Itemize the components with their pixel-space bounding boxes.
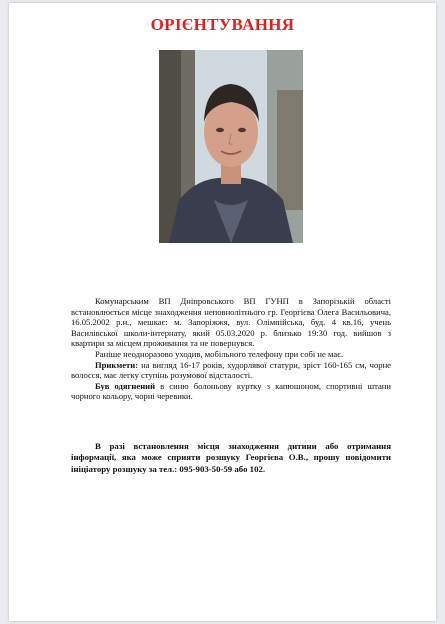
document-page	[9, 3, 436, 621]
contact-notice: В разі встановлення місця знаходження дитини або отримання інформації, яка може сприяти розшуку Георгієва О.В., прошу повідомити ініціатору розшуку за тел.: 095-903-50-59 або 102.	[71, 441, 391, 474]
clothes-text: в синю болоньову куртку з капюшоном, спортивні штани чорного кольору, чорні черевики.	[71, 380, 392, 402]
portrait-image	[159, 50, 303, 243]
signs-paragraph	[71, 360, 391, 381]
signs-text: на вигляд 16-17 років, худорлявої статури, зріст 160-165 см, чорне волосся, має легку ступінь розумової відсталості.	[71, 359, 391, 381]
case-paragraph: Комунарським ВП Дніпровського ВП ГУНП в Запорізькій області встановлюється місце знаходження неповнолітнього гр. Георгієва Олега Васильовича, 16.05.2002 р.н., мешкає: м. Запоріжжя, вул. Олімпійська, буд. 4 кв.16, учень Василівської школи-інтернату, який 05.03.2020 р. близько 19:30 год. вийшов з квартири за місцем проживання та не повернувся.	[71, 296, 391, 349]
clothes-label: Був одягнений	[95, 380, 156, 391]
signs-label: Прикмети:	[95, 359, 139, 370]
page-title: ОРІЄНТУВАННЯ	[150, 15, 295, 34]
description-block	[71, 296, 391, 402]
clothes-paragraph	[71, 381, 391, 402]
history-paragraph: Раніше неодноразово уходив, мобільного телефону при собі не має.	[95, 348, 344, 359]
missing-person-photo	[159, 50, 303, 243]
